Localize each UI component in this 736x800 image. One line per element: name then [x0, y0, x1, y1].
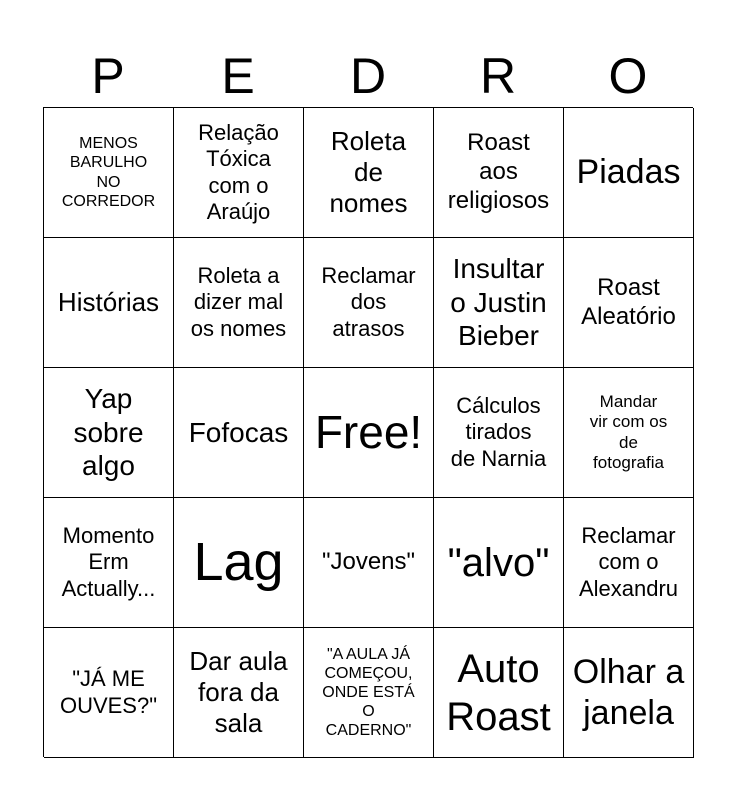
bingo-cell[interactable] — [304, 498, 434, 628]
bingo-board — [43, 107, 693, 757]
title-letter: E — [221, 48, 255, 104]
cell-text: Roast aos religiosos — [447, 129, 550, 214]
free-space-cell[interactable] — [304, 368, 434, 498]
bingo-cell[interactable] — [304, 108, 434, 238]
bingo-cell[interactable] — [434, 238, 564, 368]
bingo-cell[interactable] — [304, 238, 434, 368]
cell-text: Cálculos tirados de Narnia — [450, 392, 547, 471]
bingo-cell[interactable] — [174, 238, 304, 368]
bingo-cell[interactable] — [304, 628, 434, 758]
cell-text: Fofocas — [188, 416, 289, 448]
bingo-cell[interactable] — [174, 368, 304, 498]
cell-text: Dar aula fora da sala — [189, 645, 288, 739]
cell-text: Piadas — [576, 153, 681, 192]
cell-text: Reclamar com o Alexandru — [578, 522, 679, 601]
bingo-cell[interactable] — [434, 498, 564, 628]
cell-text: Insultar o Justin Bieber — [450, 253, 547, 352]
bingo-cell[interactable] — [174, 628, 304, 758]
cell-text: Olhar a janela — [572, 652, 685, 732]
bingo-cell[interactable] — [44, 498, 174, 628]
free-space-text: Free! — [314, 405, 423, 458]
cell-text: MENOS BARULHO NO CORREDOR — [61, 135, 156, 210]
bingo-cell[interactable] — [564, 498, 694, 628]
cell-text: Reclamar dos atrasos — [321, 262, 416, 341]
bingo-cell[interactable] — [564, 238, 694, 368]
bingo-cell[interactable] — [44, 368, 174, 498]
bingo-cell[interactable] — [44, 628, 174, 758]
bingo-cell[interactable] — [174, 498, 304, 628]
cell-text: "JÁ ME OUVES?" — [59, 666, 158, 718]
cell-text: "A AULA JÁ COMEÇOU, ONDE ESTÁ O CADERNO" — [322, 645, 415, 740]
bingo-cell[interactable] — [564, 108, 694, 238]
bingo-cell[interactable] — [174, 108, 304, 238]
title-letter: R — [479, 48, 517, 104]
cell-text: Auto Roast — [446, 646, 551, 739]
bingo-cell[interactable] — [434, 108, 564, 238]
bingo-cell[interactable] — [434, 628, 564, 758]
bingo-cell[interactable] — [434, 368, 564, 498]
cell-text: Histórias — [57, 286, 160, 317]
cell-text: Mandar vir com os de fotografia — [589, 391, 668, 472]
cell-text: Lag — [193, 532, 284, 593]
cell-text: Roleta a dizer mal os nomes — [190, 262, 287, 341]
cell-text: Roast Aleatório — [581, 273, 676, 330]
cell-text: "alvo" — [447, 540, 550, 585]
cell-text: Relação Tóxica com o Araújo — [198, 119, 279, 224]
bingo-title-row — [43, 46, 693, 106]
cell-text: Roleta de nomes — [329, 125, 408, 219]
cell-text: Yap sobre algo — [73, 383, 144, 482]
bingo-cell[interactable] — [564, 368, 694, 498]
cell-text: Momento Erm Actually... — [61, 522, 156, 601]
title-letter: O — [608, 48, 648, 104]
bingo-cell[interactable] — [564, 628, 694, 758]
title-letter: D — [349, 48, 387, 104]
title-letter: P — [91, 48, 125, 104]
bingo-cell[interactable] — [44, 238, 174, 368]
bingo-cell[interactable] — [44, 108, 174, 238]
cell-text: "Jovens" — [321, 548, 416, 576]
